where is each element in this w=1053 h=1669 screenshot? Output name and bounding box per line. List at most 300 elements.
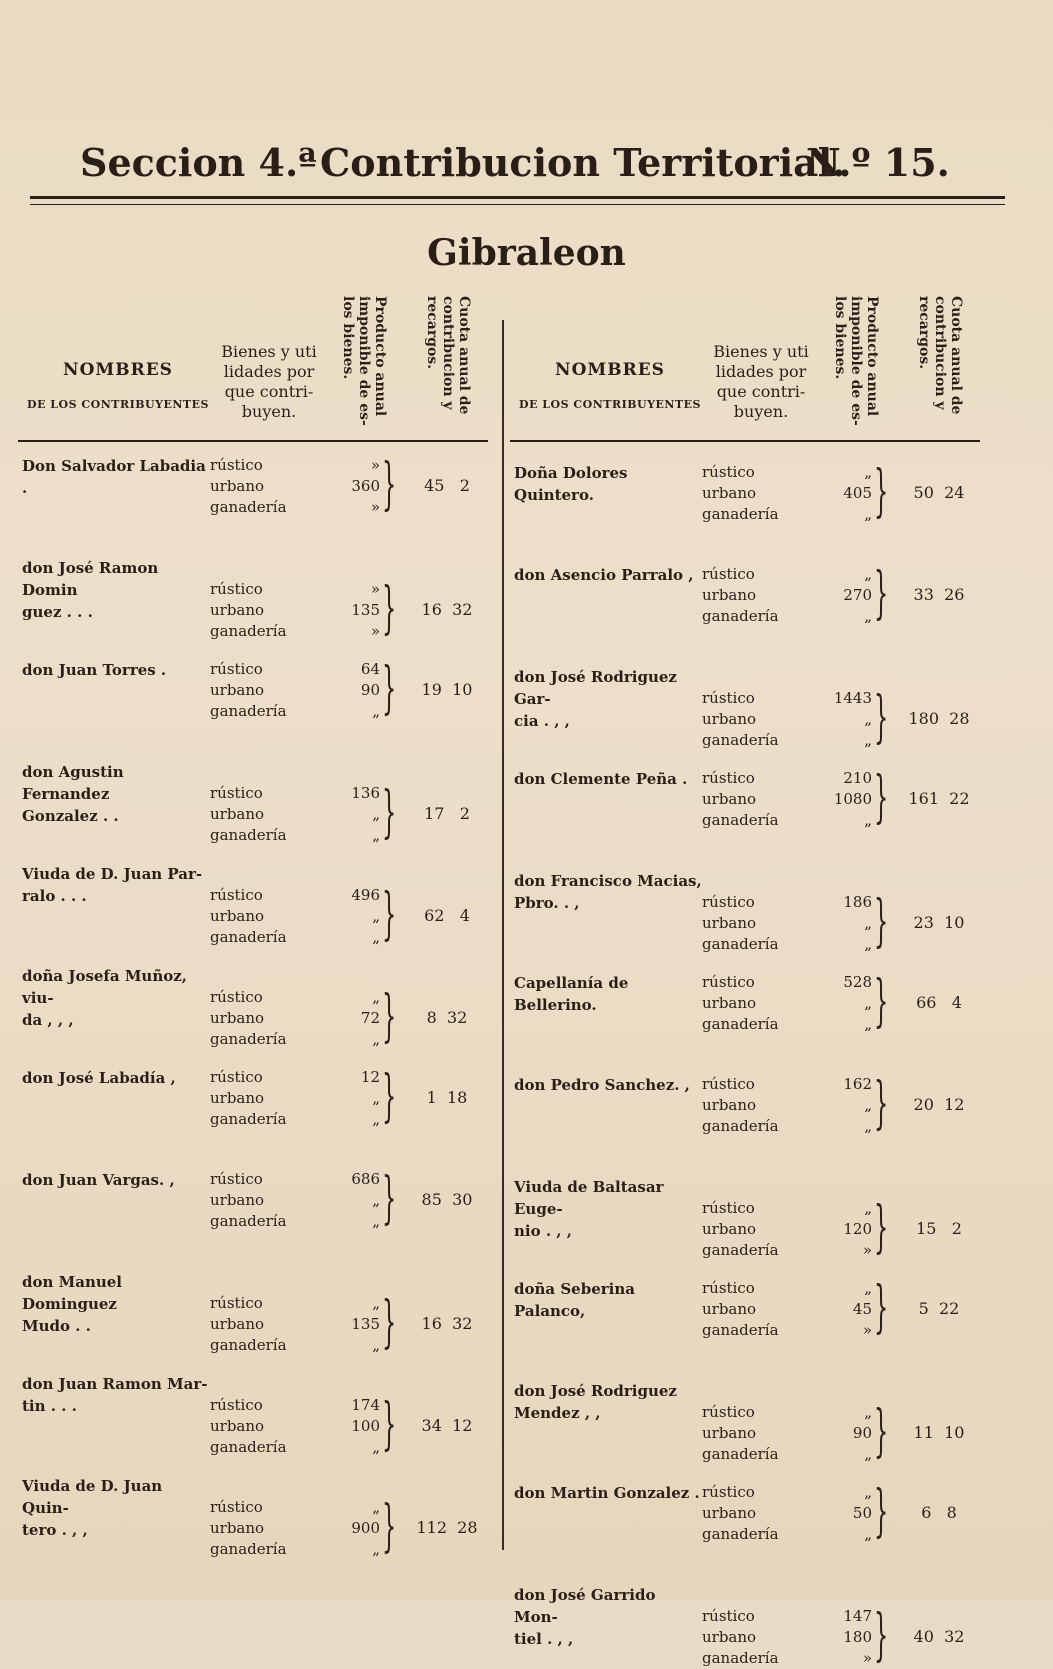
bienes-item: ganadería <box>702 935 779 953</box>
producto-values <box>318 783 380 846</box>
names-header-label: NOMBRES <box>63 360 173 380</box>
producto-values <box>318 1067 380 1130</box>
producto-header: Producto anual imponible de es- los bienes. <box>340 296 388 426</box>
producto-value: „ <box>864 505 872 523</box>
producto-value: „ <box>864 731 872 749</box>
bienes-list <box>210 1067 310 1130</box>
producto-value: „ <box>864 1117 872 1135</box>
bienes-list <box>210 1169 310 1232</box>
producto-values <box>810 688 872 751</box>
column-separator <box>502 320 504 1550</box>
header-underline <box>18 440 488 442</box>
producto-value: 686 <box>351 1170 380 1188</box>
bienes-list <box>702 1074 802 1137</box>
bienes-list <box>210 987 310 1050</box>
producto-value: „ <box>864 1445 872 1463</box>
document-title: Contribucion Territorial. <box>320 140 846 185</box>
contributor-entry <box>510 1584 990 1668</box>
producto-value: „ <box>372 907 380 925</box>
bienes-item: urbano <box>702 586 757 604</box>
contributor-entry <box>18 863 498 947</box>
producto-value: „ <box>864 1279 872 1297</box>
producto-values <box>318 579 380 642</box>
bienes-list <box>702 1198 802 1261</box>
cuota-value: 62 4 <box>424 906 470 925</box>
grouping-brace: } <box>382 1392 397 1457</box>
grouping-brace: } <box>382 656 397 721</box>
bienes-item: urbano <box>210 1009 265 1027</box>
bienes-item: ganadería <box>702 505 779 523</box>
producto-value: „ <box>372 1540 380 1558</box>
bienes-list <box>702 1606 802 1669</box>
producto-value: „ <box>372 1336 380 1354</box>
bienes-item: ganadería <box>702 1015 779 1033</box>
bienes-item: rústico <box>210 660 263 678</box>
producto-value: 186 <box>843 893 872 911</box>
bienes-list <box>210 455 310 518</box>
bienes-item: urbano <box>210 1315 265 1333</box>
bienes-item: urbano <box>702 790 757 808</box>
left-column <box>18 290 498 1560</box>
producto-value: » <box>370 580 380 598</box>
producto-values <box>810 892 872 955</box>
bienes-item: rústico <box>210 1396 263 1414</box>
contributor-name: Don Salvador Labadia . <box>22 457 206 497</box>
contributor-name: don Juan Vargas. , <box>22 1171 175 1189</box>
contributor-name: don José Rodriguez Mendez , , <box>514 1382 677 1422</box>
bienes-list <box>702 1278 802 1341</box>
contributor-entry <box>510 561 990 644</box>
bienes-item: rústico <box>210 886 263 904</box>
producto-value: „ <box>372 1191 380 1209</box>
bienes-item: urbano <box>210 601 265 619</box>
producto-value: 12 <box>360 1068 380 1086</box>
cuota-value: 17 2 <box>424 804 470 823</box>
producto-values <box>318 659 380 722</box>
bienes-list <box>702 1482 802 1545</box>
grouping-brace: } <box>874 459 889 524</box>
grouping-brace: } <box>382 576 397 641</box>
grouping-brace: } <box>382 1166 397 1231</box>
bienes-item: urbano <box>702 914 757 932</box>
bienes-item: ganadería <box>702 731 779 749</box>
cuota-value: 11 10 <box>913 1423 965 1442</box>
cuota-value: 40 32 <box>913 1627 965 1646</box>
contributor-entry <box>18 452 498 535</box>
cuota-value: 15 2 <box>916 1219 962 1238</box>
contributor-name: don Clemente Peña . <box>514 770 688 788</box>
producto-values <box>810 462 872 525</box>
names-header <box>18 360 218 411</box>
bienes-item: ganadería <box>210 1540 287 1558</box>
contributor-entry <box>510 969 990 1052</box>
producto-value: 528 <box>843 973 872 991</box>
producto-value: 45 <box>852 1300 872 1318</box>
bienes-item: ganadería <box>702 1117 779 1135</box>
producto-value: „ <box>864 994 872 1012</box>
cuota-value: 50 24 <box>913 483 965 502</box>
producto-value: » <box>370 456 380 474</box>
bienes-item: rústico <box>702 769 755 787</box>
grouping-brace: } <box>382 1064 397 1129</box>
producto-value: „ <box>864 463 872 481</box>
producto-value: „ <box>372 1089 380 1107</box>
bienes-item: ganadería <box>210 928 287 946</box>
bienes-item: ganadería <box>702 811 779 829</box>
bienes-item: rústico <box>702 1483 755 1501</box>
cuota-value: 20 12 <box>913 1095 965 1114</box>
bienes-list <box>702 768 802 831</box>
contributor-name: Viuda de Baltasar Euge- nio . , , <box>514 1178 664 1240</box>
producto-value: „ <box>864 1096 872 1114</box>
producto-values <box>318 987 380 1050</box>
producto-value: » <box>862 1241 872 1259</box>
bienes-list <box>702 564 802 627</box>
producto-value: 90 <box>852 1424 872 1442</box>
producto-values <box>810 768 872 831</box>
producto-value: 900 <box>351 1519 380 1537</box>
header-underline <box>510 440 980 442</box>
producto-value: „ <box>864 565 872 583</box>
bienes-item: rústico <box>210 580 263 598</box>
producto-value: „ <box>372 1498 380 1516</box>
producto-value: » <box>370 622 380 640</box>
cuota-value: 85 30 <box>421 1190 473 1209</box>
bienes-item: rústico <box>210 1068 263 1086</box>
town-title: Gibraleon <box>427 232 626 274</box>
producto-value: „ <box>864 1525 872 1543</box>
producto-value: 405 <box>843 484 872 502</box>
bienes-item: rústico <box>210 784 263 802</box>
cuota-value: 45 2 <box>424 476 470 495</box>
grouping-brace: } <box>874 1479 889 1544</box>
producto-header: Producto anual imponible de es- los bienes. <box>832 296 880 426</box>
bienes-list <box>210 1497 310 1560</box>
producto-value: „ <box>372 1030 380 1048</box>
contributor-entry <box>510 870 990 954</box>
bienes-item: urbano <box>210 1191 265 1209</box>
contributor-entry <box>18 761 498 845</box>
cuota-value: 33 26 <box>913 585 965 604</box>
cuota-value: 6 8 <box>921 1503 957 1522</box>
producto-value: 120 <box>843 1220 872 1238</box>
bienes-item: ganadería <box>702 1241 779 1259</box>
bienes-item: ganadería <box>702 1525 779 1543</box>
bienes-item: rústico <box>702 1403 755 1421</box>
producto-values <box>318 455 380 518</box>
producto-value: 135 <box>351 1315 380 1333</box>
contributor-name: don Juan Ramon Mar- tin . . . <box>22 1375 208 1415</box>
bienes-item: urbano <box>702 1628 757 1646</box>
bienes-item: rústico <box>702 565 755 583</box>
producto-value: „ <box>372 988 380 1006</box>
bienes-list <box>210 659 310 722</box>
bienes-list <box>702 462 802 525</box>
bienes-list <box>702 688 802 751</box>
bienes-item: rústico <box>210 1498 263 1516</box>
header-rule-thin <box>30 204 1005 205</box>
grouping-brace: } <box>874 1195 889 1260</box>
producto-values <box>810 972 872 1035</box>
contributor-name: Viuda de D. Juan Quin- tero . , , <box>22 1477 163 1539</box>
cuota-value: 161 22 <box>908 789 970 808</box>
contributor-name: don Pedro Sanchez. , <box>514 1076 690 1094</box>
bienes-list <box>210 783 310 846</box>
producto-value: 100 <box>351 1417 380 1435</box>
bienes-item: urbano <box>702 1220 757 1238</box>
cuota-value: 1 18 <box>426 1088 468 1107</box>
bienes-header: Bienes y uti lidades por que contri- buyen. <box>221 342 317 421</box>
producto-value: 64 <box>360 660 380 678</box>
grouping-brace: } <box>382 780 397 845</box>
producto-value: „ <box>372 928 380 946</box>
contributor-entry <box>18 1475 498 1559</box>
cuota-value: 16 32 <box>421 1314 473 1333</box>
bienes-item: urbano <box>210 681 265 699</box>
grouping-brace: } <box>874 765 889 830</box>
grouping-brace: } <box>874 561 889 626</box>
producto-value: 210 <box>843 769 872 787</box>
producto-value: 162 <box>843 1075 872 1093</box>
producto-value: „ <box>864 710 872 728</box>
producto-values <box>810 1606 872 1669</box>
bienes-item: rústico <box>702 1607 755 1625</box>
contributor-entry <box>510 1176 990 1260</box>
producto-values <box>810 1074 872 1137</box>
bienes-item: rústico <box>702 1199 755 1217</box>
grouping-brace: } <box>382 1290 397 1355</box>
bienes-item: ganadería <box>210 1030 287 1048</box>
bienes-item: rústico <box>702 689 755 707</box>
bienes-list <box>210 1395 310 1458</box>
grouping-brace: } <box>382 882 397 947</box>
contributor-entry <box>510 1275 990 1358</box>
cuota-value: 34 12 <box>421 1416 473 1435</box>
bienes-item: ganadería <box>702 1321 779 1339</box>
bienes-item: urbano <box>210 477 265 495</box>
section-label: Seccion 4.ª <box>80 140 317 185</box>
producto-value: „ <box>864 607 872 625</box>
bienes-item: ganadería <box>210 498 287 516</box>
bienes-item: urbano <box>702 1300 757 1318</box>
grouping-brace: } <box>874 685 889 750</box>
contributor-entry <box>18 1373 498 1457</box>
producto-value: 50 <box>852 1504 872 1522</box>
grouping-brace: } <box>382 452 397 517</box>
cuota-value: 66 4 <box>916 993 962 1012</box>
producto-values <box>810 1278 872 1341</box>
contributor-entry <box>510 666 990 750</box>
bienes-item: urbano <box>702 1096 757 1114</box>
grouping-brace: } <box>874 1603 889 1668</box>
contributor-entry <box>18 557 498 641</box>
grouping-brace: } <box>382 984 397 1049</box>
bienes-list <box>210 1293 310 1356</box>
producto-value: „ <box>372 1294 380 1312</box>
bienes-item: ganadería <box>210 1212 287 1230</box>
bienes-item: ganadería <box>702 607 779 625</box>
producto-values <box>810 1402 872 1465</box>
bienes-item: ganadería <box>210 826 287 844</box>
producto-value: » <box>862 1321 872 1339</box>
producto-value: 180 <box>843 1628 872 1646</box>
bienes-item: ganadería <box>210 622 287 640</box>
contributor-name: don Martin Gonzalez . <box>514 1484 700 1502</box>
producto-value: „ <box>372 805 380 823</box>
bienes-item: urbano <box>210 907 265 925</box>
producto-values <box>810 1482 872 1545</box>
producto-values <box>318 1497 380 1560</box>
cuota-value: 5 22 <box>918 1299 960 1318</box>
producto-value: 174 <box>351 1396 380 1414</box>
names-header-sub: DE LOS CONTRIBUYENTES <box>519 398 701 411</box>
contributor-entry <box>510 1479 990 1562</box>
producto-values <box>318 1395 380 1458</box>
producto-value: „ <box>864 914 872 932</box>
producto-value: „ <box>864 935 872 953</box>
cuota-value: 23 10 <box>913 913 965 932</box>
contributor-name: Viuda de D. Juan Par- ralo . . . <box>22 865 203 905</box>
bienes-item: urbano <box>702 994 757 1012</box>
contributor-entry <box>510 1380 990 1464</box>
grouping-brace: } <box>382 1494 397 1559</box>
bienes-list <box>210 579 310 642</box>
grouping-brace: } <box>874 1275 889 1340</box>
bienes-item: urbano <box>702 484 757 502</box>
bienes-item: urbano <box>702 710 757 728</box>
bienes-item: rústico <box>702 1279 755 1297</box>
contributor-name: don José Garrido Mon- tiel . , , <box>514 1586 656 1648</box>
table-header <box>18 290 498 438</box>
cuota-value: 16 32 <box>421 600 473 619</box>
bienes-item: rústico <box>210 456 263 474</box>
producto-values <box>318 1293 380 1356</box>
producto-value: 270 <box>843 586 872 604</box>
right-column <box>510 290 990 1668</box>
bienes-item: rústico <box>210 1294 263 1312</box>
contributor-name: Capellanía de Bellerino. <box>514 974 629 1014</box>
cuota-value: 8 32 <box>426 1008 468 1027</box>
bienes-item: ganadería <box>210 1110 287 1128</box>
page-number: N.º 15. <box>806 140 950 185</box>
contributor-entry <box>510 1071 990 1154</box>
bienes-item: rústico <box>702 463 755 481</box>
producto-value: „ <box>864 1483 872 1501</box>
contributor-entry <box>510 765 990 848</box>
producto-value: „ <box>372 1110 380 1128</box>
table-header <box>510 290 990 438</box>
producto-value: » <box>862 1649 872 1667</box>
producto-value: „ <box>864 1199 872 1217</box>
contributor-name: don Francisco Macias, Pbro. . , <box>514 872 702 912</box>
producto-value: 1443 <box>833 689 872 707</box>
grouping-brace: } <box>874 889 889 954</box>
bienes-item: urbano <box>210 1417 265 1435</box>
producto-value: » <box>370 498 380 516</box>
contributor-name: Doña Dolores Quintero. <box>514 464 628 504</box>
grouping-brace: } <box>874 969 889 1034</box>
producto-value: 496 <box>351 886 380 904</box>
producto-values <box>810 564 872 627</box>
cuota-header: Cuota anual de contribucion y recargos. <box>916 296 964 415</box>
names-header <box>510 360 710 411</box>
contributor-name: doña Seberina Palanco, <box>514 1280 635 1320</box>
producto-value: 1080 <box>833 790 872 808</box>
cuota-header: Cuota anual de contribucion y recargos. <box>424 296 472 415</box>
bienes-item: rústico <box>702 973 755 991</box>
contributor-name: don José Ramon Domin guez . . . <box>22 559 159 621</box>
bienes-item: rústico <box>210 988 263 1006</box>
producto-value: 72 <box>360 1009 380 1027</box>
producto-value: „ <box>864 811 872 829</box>
producto-values <box>810 1198 872 1261</box>
bienes-item: rústico <box>702 893 755 911</box>
producto-value: „ <box>372 826 380 844</box>
bienes-item: ganadería <box>210 1438 287 1456</box>
producto-value: 147 <box>843 1607 872 1625</box>
producto-value: „ <box>372 1212 380 1230</box>
header-rule <box>30 196 1005 199</box>
contributor-entry <box>18 1271 498 1355</box>
bienes-item: urbano <box>210 1519 265 1537</box>
bienes-item: ganadería <box>702 1649 779 1667</box>
bienes-list <box>702 1402 802 1465</box>
names-header-sub: DE LOS CONTRIBUYENTES <box>27 398 209 411</box>
producto-value: „ <box>864 1015 872 1033</box>
contributor-entry <box>18 1064 498 1147</box>
grouping-brace: } <box>874 1399 889 1464</box>
producto-value: 135 <box>351 601 380 619</box>
contributor-name: doña Josefa Muñoz, viu- da , , , <box>22 967 187 1029</box>
contributor-entry <box>18 1166 498 1249</box>
bienes-item: urbano <box>210 805 265 823</box>
contributor-name: don Manuel Dominguez Mudo . . <box>22 1273 122 1335</box>
grouping-brace: } <box>874 1071 889 1136</box>
bienes-item: urbano <box>702 1504 757 1522</box>
contributor-entry <box>18 965 498 1049</box>
bienes-item: ganadería <box>210 1336 287 1354</box>
cuota-value: 19 10 <box>421 680 473 699</box>
producto-value: 90 <box>360 681 380 699</box>
producto-value: „ <box>372 1438 380 1456</box>
bienes-list <box>702 892 802 955</box>
contributor-name: don José Labadía , <box>22 1069 176 1087</box>
bienes-list <box>210 885 310 948</box>
bienes-item: urbano <box>702 1424 757 1442</box>
page-header <box>80 140 960 190</box>
contributor-name: don Agustin Fernandez Gonzalez . . <box>22 763 124 825</box>
bienes-item: ganadería <box>702 1445 779 1463</box>
producto-value: „ <box>372 702 380 720</box>
bienes-item: ganadería <box>210 702 287 720</box>
bienes-item: urbano <box>210 1089 265 1107</box>
cuota-value: 180 28 <box>908 709 970 728</box>
bienes-item: rústico <box>210 1170 263 1188</box>
contributor-entry <box>18 656 498 739</box>
bienes-header: Bienes y uti lidades por que contri- buyen. <box>713 342 809 421</box>
producto-value: 360 <box>351 477 380 495</box>
cuota-value: 112 28 <box>416 1518 478 1537</box>
producto-values <box>318 885 380 948</box>
bienes-list <box>702 972 802 1035</box>
producto-value: 136 <box>351 784 380 802</box>
contributor-entry <box>510 459 990 542</box>
contributor-name: don Asencio Parralo , <box>514 566 694 584</box>
bienes-item: rústico <box>702 1075 755 1093</box>
producto-values <box>318 1169 380 1232</box>
contributor-name: don José Rodriguez Gar- cia . , , <box>514 668 677 730</box>
contributor-name: don Juan Torres . <box>22 661 167 679</box>
